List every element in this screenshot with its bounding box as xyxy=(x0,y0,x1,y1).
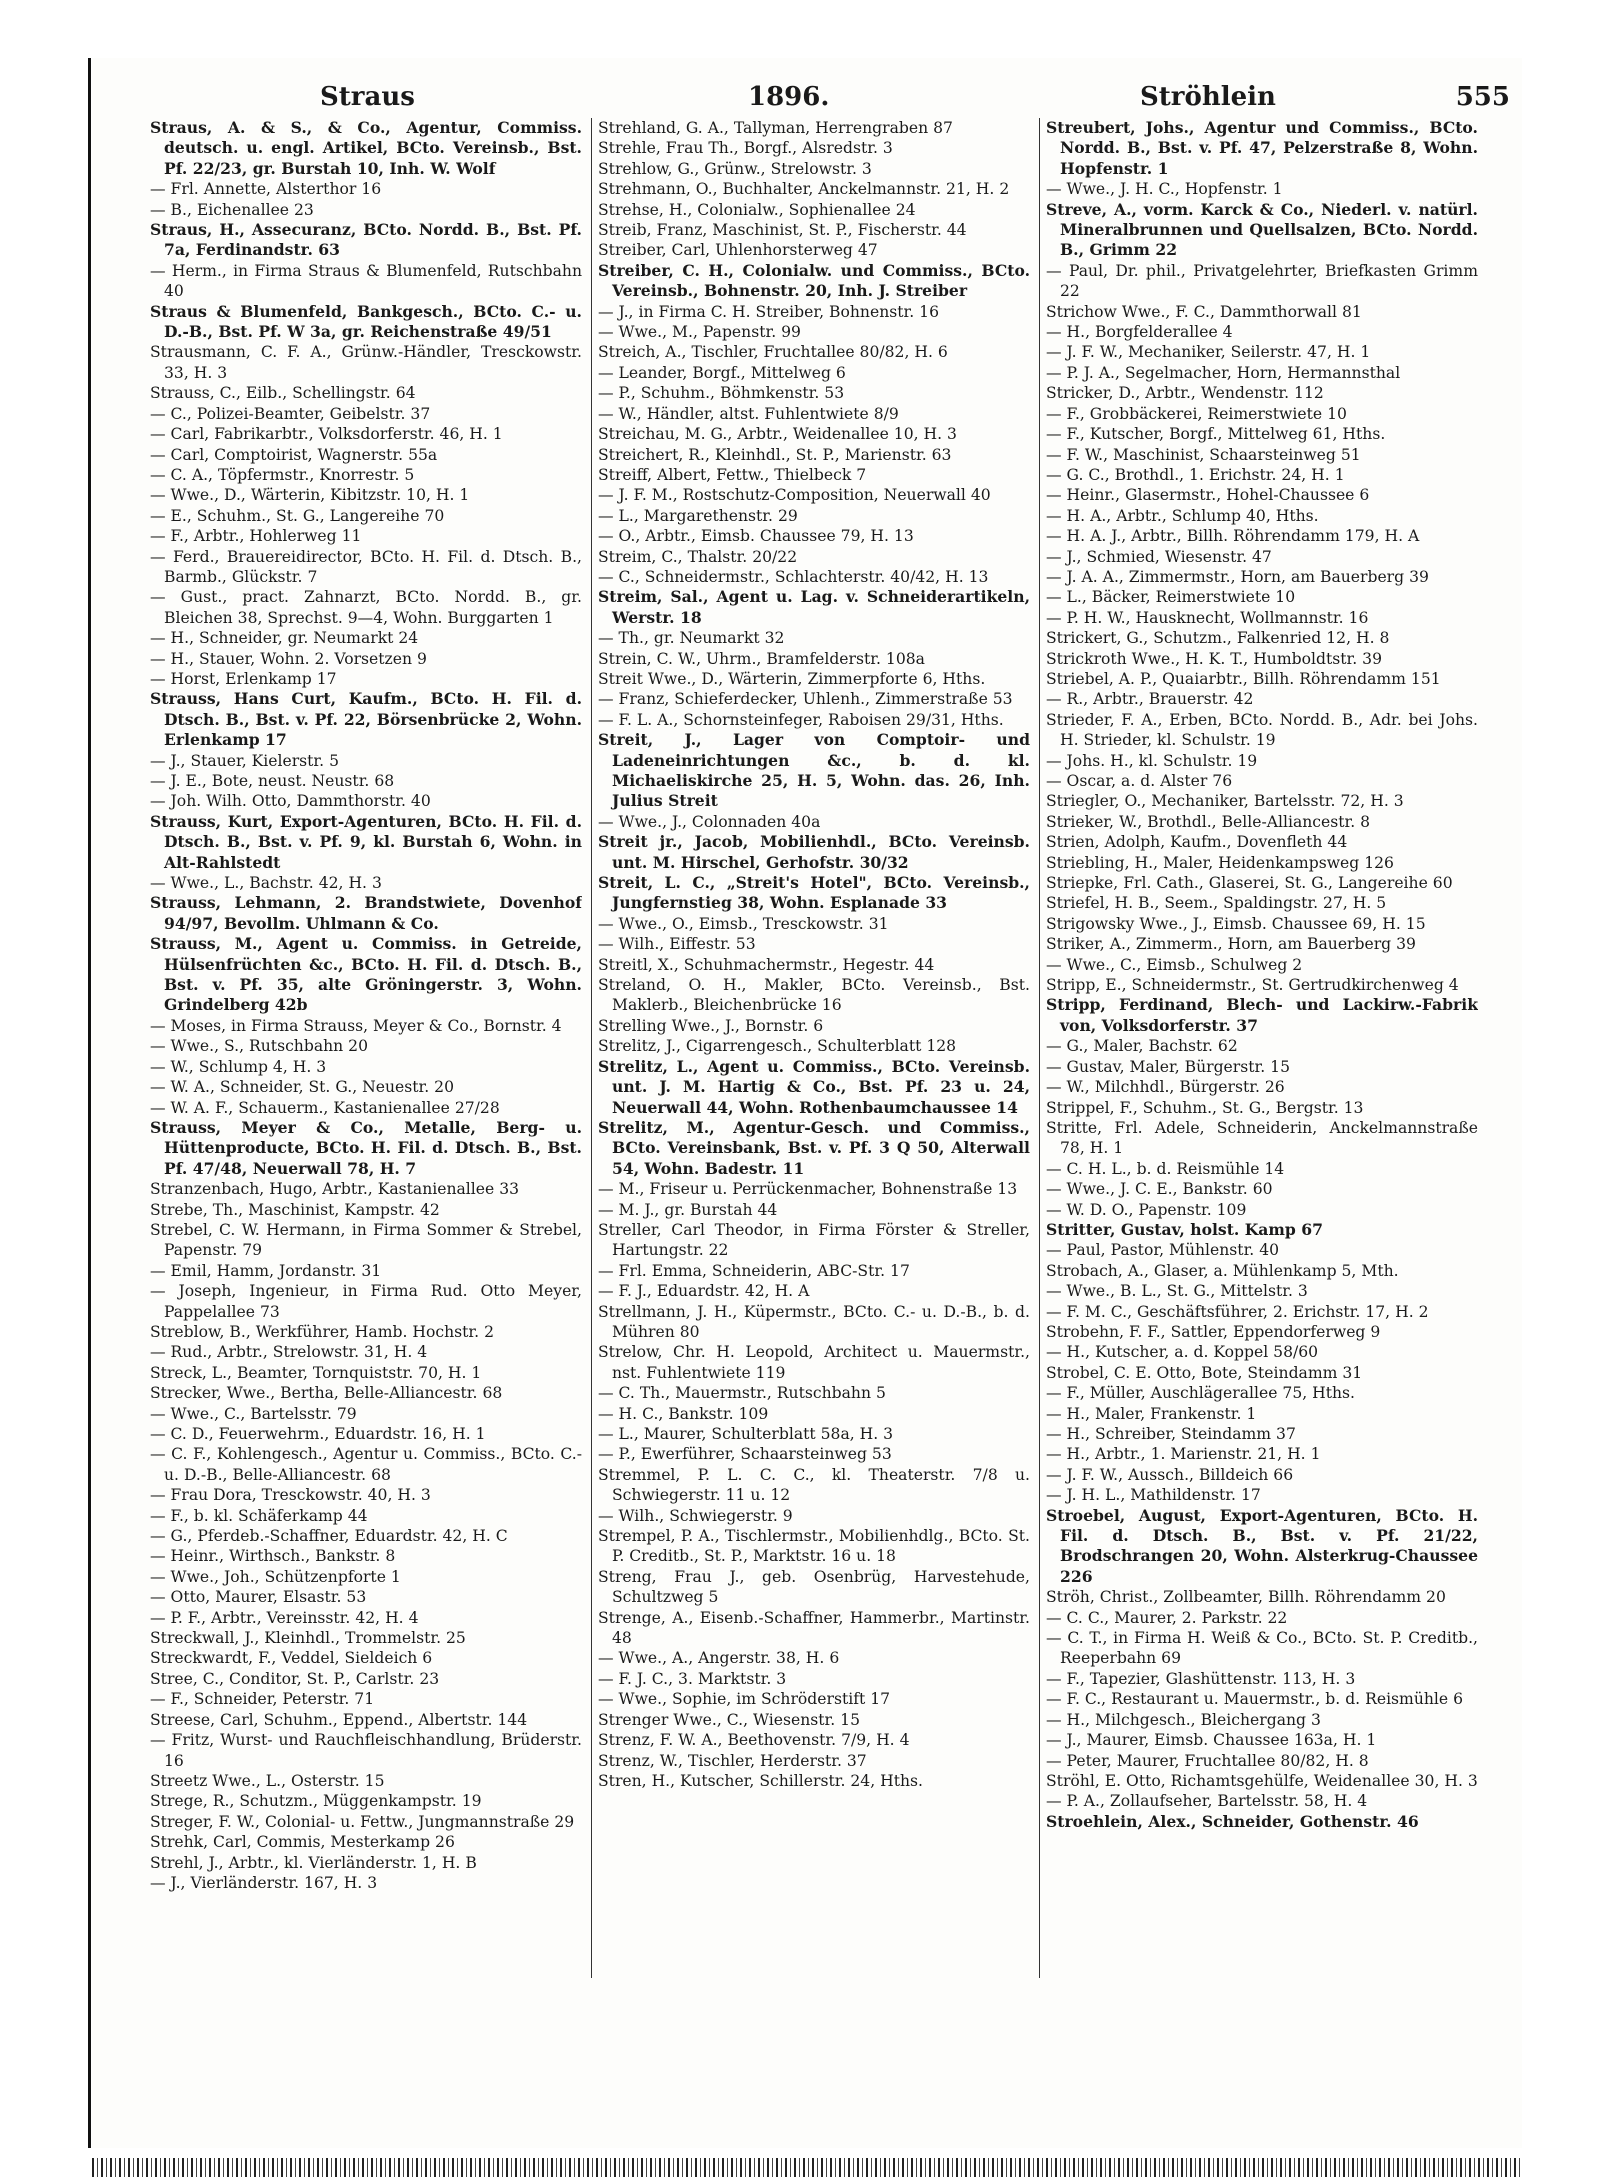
directory-entry: Strelow, Chr. H. Leopold, Architect u. Mauermstr., nst. Fuhlentwiete 119 xyxy=(598,1343,1030,1382)
directory-entry: Striebel, A. P., Quaiarbtr., Billh. Röhrendamm 151 xyxy=(1046,669,1441,688)
directory-entry: Stranzenbach, Hugo, Arbtr., Kastanienallee 33 xyxy=(150,1180,520,1199)
directory-entry: — J., Vierländerstr. 167, H. 3 xyxy=(150,1873,378,1892)
year: 1896. xyxy=(748,82,830,112)
directory-entry: Striefel, H. B., Seem., Spaldingstr. 27, H. 5 xyxy=(1046,894,1387,913)
directory-entry: — H. C., Bankstr. 109 xyxy=(598,1404,769,1423)
directory-entry: — C. A., Töpfermstr., Knorrestr. 5 xyxy=(150,465,415,484)
directory-entry: — Wwe., A., Angerstr. 38, H. 6 xyxy=(598,1649,840,1668)
directory-entry: Strauss, M., Agent u. Commiss. in Getreide, Hülsenfrüchten &c., BCto. H. Fil. d. Dtsch. B., Bst. v. Pf. 35, alte Gröningerstr. 3, Wohn. Grindelberg 42b xyxy=(150,934,582,1015)
directory-entry: — Gustav, Maler, Bürgerstr. 15 xyxy=(1046,1057,1291,1076)
directory-entry: Streim, C., Thalstr. 20/22 xyxy=(598,547,798,566)
directory-entry: — C., Polizei-Beamter, Geibelstr. 37 xyxy=(150,404,431,423)
directory-entry: — Wilh., Schwiegerstr. 9 xyxy=(598,1506,793,1525)
directory-entry: Stren, H., Kutscher, Schillerstr. 24, Hths. xyxy=(598,1771,923,1790)
directory-entry: — J. E., Bote, neust. Neustr. 68 xyxy=(150,772,395,790)
directory-entry: — J., in Firma C. H. Streiber, Bohnenstr. 16 xyxy=(598,302,940,321)
directory-entry: Strausmann, C. F. A., Grünw.-Händler, Tresckowstr. 33, H. 3 xyxy=(150,343,582,382)
directory-entry: Stritte, Frl. Adele, Schneiderin, Anckelmannstraße 78, H. 1 xyxy=(1046,1118,1478,1158)
directory-entry: — Wwe., L., Bachstr. 42, H. 3 xyxy=(150,874,382,893)
directory-entry: Strieker, W., Brothdl., Belle-Alliancestr. 8 xyxy=(1046,812,1371,831)
directory-entry: Streckwall, J., Kleinhdl., Trommelstr. 25 xyxy=(150,1629,466,1648)
directory-entry: — F. M. C., Geschäftsführer, 2. Erichstr. 17, H. 2 xyxy=(1046,1302,1429,1321)
directory-entry: Strehlow, G., Grünw., Strelowstr. 3 xyxy=(598,159,872,178)
directory-entry: Strehl, J., Arbtr., kl. Vierländerstr. 1, H. B xyxy=(150,1853,477,1872)
directory-entry: Stritter, Gustav, holst. Kamp 67 xyxy=(1046,1219,1323,1239)
directory-entry: — H., Stauer, Wohn. 2. Vorsetzen 9 xyxy=(150,649,427,668)
directory-entry: — C., Schneidermstr., Schlachterstr. 40/42, H. 13 xyxy=(598,567,989,586)
directory-entry: — Wwe., J., Colonnaden 40a xyxy=(598,812,821,831)
directory-entry: — W. D. O., Papenstr. 109 xyxy=(1046,1200,1247,1219)
directory-entry: — Wwe., M., Papenstr. 99 xyxy=(598,323,801,342)
directory-entry: Strauss, Meyer & Co., Metalle, Berg- u. Hüttenproducte, BCto. H. Fil. d. Dtsch. B., Bst. Pf. 47/48, Neuerwall 78, H. 7 xyxy=(150,1117,582,1178)
directory-entry: — W. A. F., Schauerm., Kastanienallee 27/28 xyxy=(150,1098,500,1117)
directory-entry: — P., Schuhm., Böhmkenstr. 53 xyxy=(598,384,845,403)
directory-entry: — P. F., Arbtr., Vereinsstr. 42, H. 4 xyxy=(150,1608,419,1627)
directory-entry: — M. J., gr. Burstah 44 xyxy=(598,1200,778,1219)
directory-entry: — F., Arbtr., Hohlerweg 11 xyxy=(150,527,362,546)
directory-entry: Striker, A., Zimmerm., Horn, am Bauerberg 39 xyxy=(1046,935,1416,954)
directory-entry: Straus & Blumenfeld, Bankgesch., BCto. C.- u. D.-B., Bst. Pf. W 3a, gr. Reichenstraße 49/51 xyxy=(150,301,582,342)
directory-entry: — Heinr., Wirthsch., Bankstr. 8 xyxy=(150,1547,396,1566)
directory-entry: Stroebel, August, Export-Agenturen, BCto. H. Fil. d. Dtsch. B., Bst. v. Pf. 21/22, Brodschrangen 20, Wohn. Alsterkrug-Chaussee 226 xyxy=(1046,1505,1478,1586)
directory-entry: Streese, Carl, Schuhm., Eppend., Albertstr. 144 xyxy=(150,1710,528,1729)
directory-entry: Strelitz, L., Agent u. Commiss., BCto. Vereinsb. unt. J. M. Hartig & Co., Bst. Pf. 23 u. 24, Neuerwall 44, Wohn. Rothenbaumchaussee 14 xyxy=(598,1056,1030,1117)
directory-entry: — Rud., Arbtr., Strelowstr. 31, H. 4 xyxy=(150,1343,428,1362)
directory-entry: — O., Arbtr., Eimsb. Chaussee 79, H. 13 xyxy=(598,527,914,546)
directory-entry: Streib, Franz, Maschinist, St. P., Fischerstr. 44 xyxy=(598,221,967,240)
directory-entry: Strobach, A., Glaser, a. Mühlenkamp 5, Mth. xyxy=(1046,1261,1399,1280)
directory-entry: Streland, O. H., Makler, BCto. Vereinsb., Bst. Maklerb., Bleichenbrücke 16 xyxy=(598,976,1030,1015)
directory-columns xyxy=(150,118,1495,2068)
directory-entry: Strehse, H., Colonialw., Sophienallee 24 xyxy=(598,200,916,219)
directory-entry: — Johs. H., kl. Schulstr. 19 xyxy=(1046,751,1258,770)
directory-entry: Streblow, B., Werkführer, Hamb. Hochstr. 2 xyxy=(150,1322,494,1341)
directory-entry: Strieder, F. A., Erben, BCto. Nordd. B., Adr. bei Johs. H. Strieder, kl. Schulstr. 19 xyxy=(1046,710,1478,750)
directory-entry: — Frau Dora, Tresckowstr. 40, H. 3 xyxy=(150,1486,431,1505)
directory-entry: — Leander, Borgf., Mittelweg 6 xyxy=(598,363,846,382)
directory-entry: Strobehn, F. F., Sattler, Eppendorferweg 9 xyxy=(1046,1322,1381,1341)
directory-entry: Straus, H., Assecuranz, BCto. Nordd. B., Bst. Pf. 7a, Ferdinandstr. 63 xyxy=(150,220,582,260)
directory-entry: — W., Milchhdl., Bürgerstr. 26 xyxy=(1046,1078,1285,1097)
directory-entry: — J., Maurer, Eimsb. Chaussee 163a, H. 1 xyxy=(1046,1731,1377,1750)
running-head-right: Ströhlein xyxy=(1140,82,1276,112)
directory-entry: Strickert, G., Schutzm., Falkenried 12, H. 8 xyxy=(1046,629,1390,648)
directory-entry: — F. W., Maschinist, Schaarsteinweg 51 xyxy=(1046,445,1361,464)
directory-entry: — Herm., in Firma Straus & Blumenfeld, Rutschbahn 40 xyxy=(150,261,582,301)
directory-entry: Stremmel, P. L. C. C., kl. Theaterstr. 7/8 u. Schwiegerstr. 11 u. 12 xyxy=(598,1465,1030,1505)
directory-entry: — H., Maler, Frankenstr. 1 xyxy=(1046,1404,1257,1423)
directory-entry: — J. A. A., Zimmermstr., Horn, am Bauerberg 39 xyxy=(1046,567,1429,586)
directory-entry: — J., Stauer, Kielerstr. 5 xyxy=(150,751,340,770)
directory-entry: — F. J., Eduardstr. 42, H. A xyxy=(598,1282,810,1301)
directory-entry: — J. F. M., Rostschutz-Composition, Neuerwall 40 xyxy=(598,486,991,505)
directory-entry: Strecker, Wwe., Bertha, Belle-Alliancestr. 68 xyxy=(150,1384,503,1403)
directory-entry: Ströhl, E. Otto, Richamtsgehülfe, Weidenallee 30, H. 3 xyxy=(1046,1771,1478,1790)
directory-entry: Strauss, Hans Curt, Kaufm., BCto. H. Fil. d. Dtsch. B., Bst. v. Pf. 22, Börsenbrücke 2, Wohn. Erlenkamp 17 xyxy=(150,689,582,750)
directory-entry: Strenz, F. W. A., Beethovenstr. 7/9, H. 4 xyxy=(598,1731,910,1750)
directory-entry: Strenger Wwe., C., Wiesenstr. 15 xyxy=(598,1710,861,1729)
directory-entry: — F., Müller, Auschlägerallee 75, Hths. xyxy=(1046,1384,1356,1403)
directory-entry: — F., b. kl. Schäferkamp 44 xyxy=(150,1506,368,1525)
directory-entry: Striebling, H., Maler, Heidenkampsweg 126 xyxy=(1046,853,1394,872)
scan-edge-strip xyxy=(92,2158,1522,2177)
directory-entry: Straus, A. & S., & Co., Agentur, Commiss. deutsch. u. engl. Artikel, BCto. Vereinsb., Bst. Pf. 22/23, gr. Burstah 10, Inh. W. Wolf xyxy=(150,118,582,178)
directory-entry: — C. D., Feuerwehrm., Eduardstr. 16, H. 1 xyxy=(150,1425,486,1443)
directory-entry: Strippel, F., Schuhm., St. G., Bergstr. 13 xyxy=(1046,1098,1364,1117)
directory-entry: — C. Th., Mauermstr., Rutschbahn 5 xyxy=(598,1384,886,1403)
directory-entry: Strelitz, J., Cigarrengesch., Schulterblatt 128 xyxy=(598,1037,957,1056)
directory-entry: Ströh, Christ., Zollbeamter, Billh. Röhrendamm 20 xyxy=(1046,1588,1446,1607)
directory-entry: — W., Schlump 4, H. 3 xyxy=(150,1057,327,1076)
directory-entry: Streit, L. C., „Streit's Hotel", BCto. Vereinsb., Jungfernstieg 38, Wohn. Esplanade 33 xyxy=(598,873,1030,913)
directory-entry: Strebel, C. W. Hermann, in Firma Sommer & Strebel, Papenstr. 79 xyxy=(150,1220,582,1260)
directory-entry: — P. H. W., Hausknecht, Wollmannstr. 16 xyxy=(1046,608,1369,627)
directory-entry: Strigowsky Wwe., J., Eimsb. Chaussee 69, H. 15 xyxy=(1046,914,1426,933)
directory-entry: Strenge, A., Eisenb.-Schaffner, Hammerbr., Martinstr. 48 xyxy=(598,1608,1030,1648)
directory-entry: — C. C., Maurer, 2. Parkstr. 22 xyxy=(1046,1608,1288,1627)
directory-entry: Streit, J., Lager von Comptoir- und Ladeneinrichtungen &c., b. d. kl. Michaeliskirche 25, H. 5, Wohn. das. 26, Inh. Julius Streit xyxy=(598,730,1030,811)
directory-entry: Streetz Wwe., L., Osterstr. 15 xyxy=(150,1771,385,1790)
directory-entry: — P., Ewerführer, Schaarsteinweg 53 xyxy=(598,1445,892,1464)
directory-entry: — Horst, Erlenkamp 17 xyxy=(150,669,337,688)
directory-entry: — J. F. W., Mechaniker, Seilerstr. 47, H. 1 xyxy=(1046,343,1371,362)
directory-entry: Strehmann, O., Buchhalter, Anckelmannstr. 21, H. 2 xyxy=(598,180,1010,199)
directory-entry: — Wwe., J. H. C., Hopfenstr. 1 xyxy=(1046,180,1283,199)
directory-entry: Streiber, Carl, Uhlenhorsterweg 47 xyxy=(598,241,878,260)
directory-entry: Strobel, C. E. Otto, Bote, Steindamm 31 xyxy=(1046,1363,1363,1382)
directory-entry: — J. H. L., Mathildenstr. 17 xyxy=(1046,1486,1261,1505)
directory-entry: Streitl, X., Schuhmachermstr., Hegestr. 44 xyxy=(598,955,935,974)
directory-entry: Strehk, Carl, Commis, Mesterkamp 26 xyxy=(150,1833,455,1852)
directory-entry: — E., Schuhm., St. G., Langereihe 70 xyxy=(150,506,445,525)
directory-entry: — Wwe., J. C. E., Bankstr. 60 xyxy=(1046,1180,1273,1199)
directory-entry: Streit Wwe., D., Wärterin, Zimmerpforte 6, Hths. xyxy=(598,669,986,688)
directory-entry: Strellmann, J. H., Küpermstr., BCto. C.- u. D.-B., b. d. Mühren 80 xyxy=(598,1302,1030,1341)
directory-entry: — G., Pferdeb.-Schaffner, Eduardstr. 42, H. C xyxy=(150,1527,508,1546)
directory-entry: — Moses, in Firma Strauss, Meyer & Co., Bornstr. 4 xyxy=(150,1016,562,1035)
column-2 xyxy=(598,118,1030,2068)
directory-entry: Stree, C., Conditor, St. P., Carlstr. 23 xyxy=(150,1669,440,1688)
directory-entry: — Wwe., C., Eimsb., Schulweg 2 xyxy=(1046,955,1303,974)
directory-entry: — Oscar, a. d. Alster 76 xyxy=(1046,772,1233,790)
directory-entry: — C. H. L., b. d. Reismühle 14 xyxy=(1046,1159,1285,1178)
directory-entry: — H., Arbtr., 1. Marienstr. 21, H. 1 xyxy=(1046,1445,1321,1464)
directory-entry: Striepke, Frl. Cath., Glaserei, St. G., Langereihe 60 xyxy=(1046,874,1453,893)
directory-entry: — Peter, Maurer, Fruchtallee 80/82, H. 8 xyxy=(1046,1751,1369,1770)
directory-entry: Streng, Frau J., geb. Osenbrüg, Harvestehude, Schultzweg 5 xyxy=(598,1567,1030,1607)
directory-entry: — Wwe., C., Bartelsstr. 79 xyxy=(150,1404,357,1423)
directory-entry: — Wwe., Joh., Schützenpforte 1 xyxy=(150,1567,401,1586)
directory-entry: — Wwe., D., Wärterin, Kibitzstr. 10, H. 1 xyxy=(150,486,470,505)
directory-entry: — P. J. A., Segelmacher, Horn, Hermannsthal xyxy=(1046,363,1401,382)
directory-entry: — Paul, Dr. phil., Privatgelehrter, Briefkasten Grimm 22 xyxy=(1046,261,1478,301)
directory-entry: — F., Kutscher, Borgf., Mittelweg 61, Hths. xyxy=(1046,425,1386,444)
directory-entry: — Frl. Emma, Schneiderin, ABC-Str. 17 xyxy=(598,1261,910,1280)
directory-entry: — H., Borgfelderallee 4 xyxy=(1046,323,1233,342)
directory-entry: — L., Margarethenstr. 29 xyxy=(598,506,798,525)
directory-entry: — H. A., Arbtr., Schlump 40, Hths. xyxy=(1046,506,1319,525)
directory-entry: — Franz, Schieferdecker, Uhlenh., Zimmerstraße 53 xyxy=(598,690,1013,709)
directory-entry: — F., Tapezier, Glashüttenstr. 113, H. 3 xyxy=(1046,1669,1356,1688)
directory-entry: Strickroth Wwe., H. K. T., Humboldtstr. 39 xyxy=(1046,649,1383,668)
directory-entry: — Heinr., Glasermstr., Hohel-Chaussee 6 xyxy=(1046,486,1370,505)
directory-entry: Streve, A., vorm. Karck & Co., Niederl. v. natürl. Mineralbrunnen und Quellsalzen, BCto. Nordd. B., Grimm 22 xyxy=(1046,199,1478,260)
directory-entry: — Joh. Wilh. Otto, Dammthorstr. 40 xyxy=(150,792,431,811)
directory-entry: Strebe, Th., Maschinist, Kampstr. 42 xyxy=(150,1200,440,1219)
directory-entry: — Fritz, Wurst- und Rauchfleischhandlung, Brüderstr. 16 xyxy=(150,1731,582,1770)
directory-entry: — Joseph, Ingenieur, in Firma Rud. Otto Meyer, Pappelallee 73 xyxy=(150,1282,582,1321)
directory-entry: Stricker, D., Arbtr., Wendenstr. 112 xyxy=(1046,384,1324,403)
directory-entry: — B., Eichenallee 23 xyxy=(150,200,314,219)
directory-entry: — H., Schneider, gr. Neumarkt 24 xyxy=(150,629,419,648)
directory-entry: Streckwardt, F., Veddel, Sieldeich 6 xyxy=(150,1649,433,1668)
directory-entry: — F. C., Restaurant u. Mauermstr., b. d. Reismühle 6 xyxy=(1046,1690,1464,1709)
directory-entry: — C. F., Kohlengesch., Agentur u. Commiss., BCto. C.- u. D.-B., Belle-Alliancestr. 68 xyxy=(150,1445,582,1484)
directory-entry: Strege, R., Schutzm., Müggenkampstr. 19 xyxy=(150,1792,482,1811)
directory-entry: — Paul, Pastor, Mühlenstr. 40 xyxy=(1046,1241,1280,1260)
directory-entry: — F. L. A., Schornsteinfeger, Raboisen 29/31, Hths. xyxy=(598,710,1004,729)
directory-entry: — G. C., Brothdl., 1. Erichstr. 24, H. 1 xyxy=(1046,465,1345,484)
directory-entry: Streiff, Albert, Fettw., Thielbeck 7 xyxy=(598,465,867,484)
directory-entry: Streit jr., Jacob, Mobilienhdl., BCto. Vereinsb. unt. M. Hirschel, Gerhofstr. 30/32 xyxy=(598,832,1030,872)
binding-gutter xyxy=(88,58,91,2148)
directory-entry: — H., Schreiber, Steindamm 37 xyxy=(1046,1425,1296,1443)
directory-entry: — L., Maurer, Schulterblatt 58a, H. 3 xyxy=(598,1425,894,1443)
directory-entry: — H., Kutscher, a. d. Koppel 58/60 xyxy=(1046,1343,1319,1362)
directory-entry: Streich, A., Tischler, Fruchtallee 80/82, H. 6 xyxy=(598,343,948,362)
directory-entry: Stroehlein, Alex., Schneider, Gothenstr. 46 xyxy=(1046,1811,1419,1831)
directory-entry: — Wwe., O., Eimsb., Tresckowstr. 31 xyxy=(598,914,889,933)
directory-entry: Strenz, W., Tischler, Herderstr. 37 xyxy=(598,1751,867,1770)
directory-entry: — Carl, Fabrikarbtr., Volksdorferstr. 46, H. 1 xyxy=(150,425,503,444)
running-head-left: Straus xyxy=(320,82,415,112)
directory-entry: — F. J. C., 3. Marktstr. 3 xyxy=(598,1669,787,1688)
directory-entry: Streichert, R., Kleinhdl., St. P., Marienstr. 63 xyxy=(598,445,952,464)
page-header xyxy=(100,76,1510,116)
column-3 xyxy=(1046,118,1478,2068)
directory-entry: — P. A., Zollaufseher, Bartelsstr. 58, H. 4 xyxy=(1046,1792,1368,1811)
directory-entry: — W. A., Schneider, St. G., Neuestr. 20 xyxy=(150,1078,455,1097)
column-1 xyxy=(150,118,582,2068)
directory-entry: Strauss, C., Eilb., Schellingstr. 64 xyxy=(150,384,416,403)
directory-entry: Strien, Adolph, Kaufm., Dovenfleth 44 xyxy=(1046,833,1348,852)
directory-entry: Stripp, Ferdinand, Blech- und Lackirw.-Fabrik von, Volksdorferstr. 37 xyxy=(1046,995,1478,1035)
directory-entry: — M., Friseur u. Perrückenmacher, Bohnenstraße 13 xyxy=(598,1180,1018,1199)
directory-entry: Strauss, Lehmann, 2. Brandstwiete, Dovenhof 94/97, Bevollm. Uhlmann & Co. xyxy=(150,893,582,933)
directory-entry: — Ferd., Brauereidirector, BCto. H. Fil. d. Dtsch. B., Barmb., Glückstr. 7 xyxy=(150,547,582,586)
directory-entry: Streubert, Johs., Agentur und Commiss., BCto. Nordd. B., Bst. v. Pf. 47, Pelzerstraße 8, Wohn. Hopfenstr. 1 xyxy=(1046,118,1478,178)
directory-entry: — G., Maler, Bachstr. 62 xyxy=(1046,1037,1238,1056)
directory-entry: — L., Bäcker, Reimerstwiete 10 xyxy=(1046,588,1296,607)
directory-entry: Strelitz, M., Agentur-Gesch. und Commiss., BCto. Vereinsbank, Bst. v. Pf. 3 Q 50, Alterwall 54, Wohn. Badestr. 11 xyxy=(598,1117,1030,1178)
directory-entry: Strempel, P. A., Tischlermstr., Mobilienhdlg., BCto. St. P. Creditb., St. P., Marktstr. 16 u. 18 xyxy=(598,1527,1030,1566)
directory-entry: — Gust., pract. Zahnarzt, BCto. Nordd. B., gr. Bleichen 38, Sprechst. 9—4, Wohn. Burggarten 1 xyxy=(150,588,582,627)
directory-entry: Striegler, O., Mechaniker, Bartelsstr. 72, H. 3 xyxy=(1046,792,1404,811)
directory-entry: Strein, C. W., Uhrm., Bramfelderstr. 108a xyxy=(598,649,925,668)
directory-entry: — Wwe., Sophie, im Schröderstift 17 xyxy=(598,1690,891,1709)
directory-entry: Strehland, G. A., Tallyman, Herrengraben 87 xyxy=(598,119,953,137)
directory-entry: — F., Grobbäckerei, Reimerstwiete 10 xyxy=(1046,404,1347,423)
directory-entry: — Wilh., Eiffestr. 53 xyxy=(598,935,756,954)
directory-entry: Streiber, C. H., Colonialw. und Commiss., BCto. Vereinsb., Bohnenstr. 20, Inh. J. Streiber xyxy=(598,260,1030,301)
directory-entry: Stripp, E., Schneidermstr., St. Gertrudkirchenweg 4 xyxy=(1046,976,1459,995)
directory-entry: Streck, L., Beamter, Tornquiststr. 70, H. 1 xyxy=(150,1363,482,1382)
directory-entry: — C. T., in Firma H. Weiß & Co., BCto. St. P. Creditb., Reeperbahn 69 xyxy=(1046,1629,1478,1668)
directory-entry: Strauss, Kurt, Export-Agenturen, BCto. H. Fil. d. Dtsch. B., Bst. v. Pf. 9, kl. Burstah 6, Wohn. in Alt-Rahlstedt xyxy=(150,811,582,872)
directory-entry: Streichau, M. G., Arbtr., Weidenallee 10, H. 3 xyxy=(598,425,957,444)
directory-entry: — Carl, Comptoirist, Wagnerstr. 55a xyxy=(150,445,438,464)
directory-entry: — Wwe., B. L., St. G., Mittelstr. 3 xyxy=(1046,1282,1308,1301)
directory-entry: — W., Händler, altst. Fuhlentwiete 8/9 xyxy=(598,404,899,423)
directory-entry: — Th., gr. Neumarkt 32 xyxy=(598,629,785,648)
directory-entry: — H., Milchgesch., Bleichergang 3 xyxy=(1046,1710,1321,1729)
directory-entry: Streger, F. W., Colonial- u. Fettw., Jungmannstraße 29 xyxy=(150,1812,575,1831)
directory-entry: — Emil, Hamm, Jordanstr. 31 xyxy=(150,1261,382,1280)
directory-entry: — Otto, Maurer, Elsastr. 53 xyxy=(150,1588,367,1607)
directory-entry: Streller, Carl Theodor, in Firma Förster & Streller, Hartungstr. 22 xyxy=(598,1220,1030,1260)
page-number: 555 xyxy=(1455,82,1510,112)
directory-entry: — Frl. Annette, Alsterthor 16 xyxy=(150,180,382,199)
directory-entry: — H. A. J., Arbtr., Billh. Röhrendamm 179, H. A xyxy=(1046,527,1420,546)
directory-entry: Streim, Sal., Agent u. Lag. v. Schneiderartikeln, Werstr. 18 xyxy=(598,587,1030,627)
directory-entry: Strehle, Frau Th., Borgf., Alsredstr. 3 xyxy=(598,139,893,158)
directory-entry: — F., Schneider, Peterstr. 71 xyxy=(150,1690,375,1709)
directory-entry: Strichow Wwe., F. C., Dammthorwall 81 xyxy=(1046,302,1362,321)
directory-entry: Strelling Wwe., J., Bornstr. 6 xyxy=(598,1016,824,1035)
directory-entry: — Wwe., S., Rutschbahn 20 xyxy=(150,1037,369,1056)
directory-entry: — J., Schmied, Wiesenstr. 47 xyxy=(1046,547,1272,566)
directory-entry: — J. F. W., Aussch., Billdeich 66 xyxy=(1046,1465,1294,1484)
directory-entry: — R., Arbtr., Brauerstr. 42 xyxy=(1046,690,1254,709)
